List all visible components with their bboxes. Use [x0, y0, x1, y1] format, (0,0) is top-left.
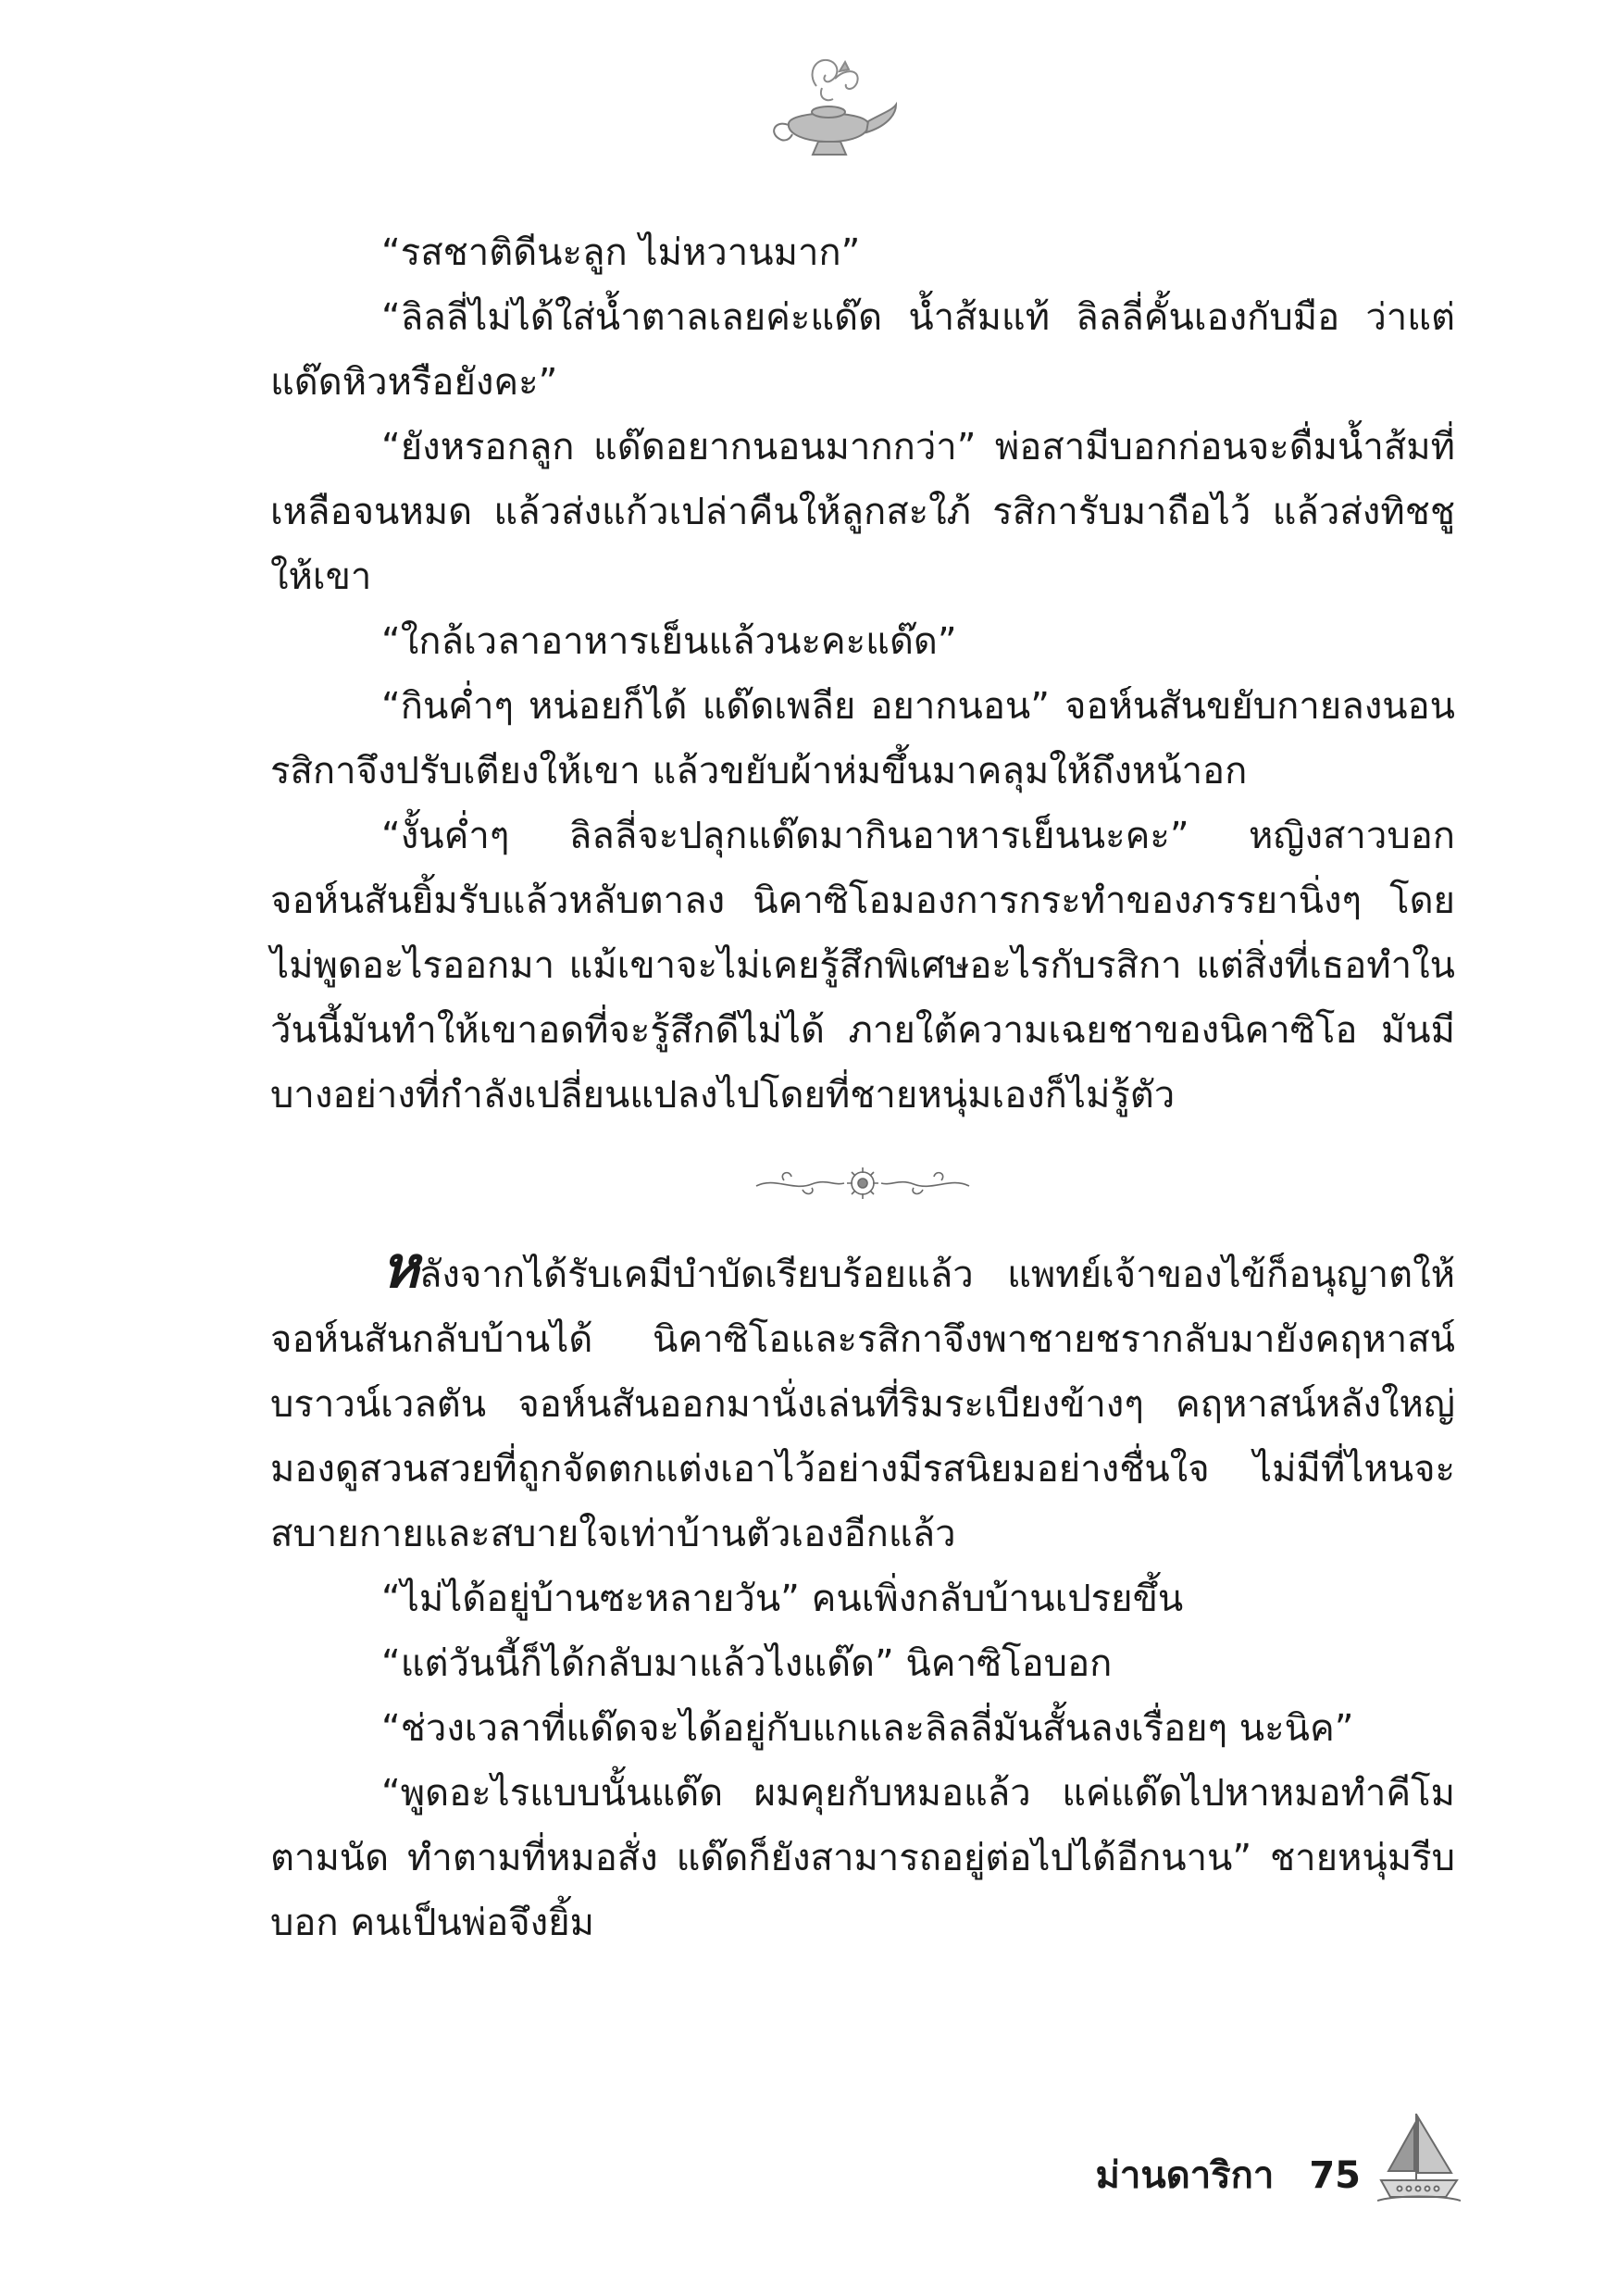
paragraph: “ใกล้เวลาอาหารเย็นแล้วนะคะแด๊ด” [381, 620, 957, 663]
genie-lamp-icon [761, 51, 900, 167]
paragraph: “แต่วันนี้ก็ได้กลับมาแล้วไงแด๊ด” นิคาซิโอบอก [381, 1642, 1113, 1685]
paragraph: “ช่วงเวลาที่แด๊ดจะได้อยู่กับแกและลิลลี่มันสั้นลงเรื่อยๆ นะนิค” [381, 1707, 1354, 1750]
book-title: ม่านดาริกา [1095, 2154, 1275, 2197]
dropcap-paragraph [270, 1233, 1455, 1566]
floral-divider-icon [747, 1160, 978, 1206]
dropcap-letter: ห [381, 1233, 419, 1301]
page-footer [1096, 2102, 1461, 2203]
paragraph: “พูดอะไรแบบนั้นแด๊ด ผมคุยกับหมอแล้ว แค่แด๊ดไปหาหมอทำคีโมตามนัด ทำตามที่หมอสั่ง แด๊ดก็ยังสามารถอยู่ต่อไปได้อีกนาน” ชายหนุ่มรีบบอก คนเป็นพ่อจึงยิ้ม [270, 1772, 1455, 1944]
paragraph: “รสชาติดีนะลูก ไม่หวานมาก” [381, 231, 861, 274]
paragraph: “ลิลลี่ไม่ได้ใส่น้ำตาลเลยค่ะแด๊ด น้ำส้มแท้ ลิลลี่คั้นเองกับมือ ว่าแต่แด๊ดหิวหรือยังคะ” [270, 296, 1455, 404]
paragraph: “งั้นค่ำๆ ลิลลี่จะปลุกแด๊ดมากินอาหารเย็นนะคะ” หญิงสาวบอก จอห์นสันยิ้มรับแล้วหลับตาลง นิคาซิโอมองการกระทำของภรรยานิ่งๆ โดยไม่พูดอะไรออกมา แม้เขาจะไม่เคยรู้สึกพิเศษอะไรกับรสิกา แต่สิ่งที่เธอทำในวันนี้มันทำให้เขาอดที่จะรู้สึกดีไม่ได้ ภายใต้ความเฉยชาของนิคาซิโอ มันมีบางอย่างที่กำลังเปลี่ยนแปลงไปโดยที่ชายหนุ่มเองก็ไม่รู้ตัว [270, 815, 1455, 1117]
paragraph: “ยังหรอกลูก แด๊ดอยากนอนมากกว่า” พ่อสามีบอกก่อนจะดื่มน้ำส้มที่เหลือจนหมด แล้วส่งแก้วเปล่าคืนให้ลูกสะใภ้ รสิการับมาถือไว้ แล้วส่งทิชชูให้เขา [270, 426, 1455, 598]
section-divider [270, 1128, 1455, 1239]
sailboat-icon [1377, 2106, 1461, 2203]
page-number: 75 [1309, 2154, 1361, 2197]
paragraph: “ไม่ได้อยู่บ้านซะหลายวัน” คนเพิ่งกลับบ้านเปรยขึ้น [381, 1578, 1184, 1620]
dropcap-paragraph-text: ลังจากได้รับเคมีบำบัดเรียบร้อยแล้ว แพทย์เจ้าของไข้ก็อนุญาตให้จอห์นสันกลับบ้านได้ นิคาซิโอและรสิกาจึงพาชายชรากลับมายังคฤหาสน์บราวน์เวลตัน จอห์นสันออกมานั่งเล่นที่ริมระเบียงข้างๆ คฤหาสน์หลังใหญ่มองดูสวนสวยที่ถูกจัดตกแต่งเอาไว้อย่างมีรสนิยมอย่างชื่นใจ ไม่มีที่ไหนจะสบายกายและสบายใจเท่าบ้านตัวเองอีกแล้ว [270, 1254, 1455, 1555]
paragraph: “กินค่ำๆ หน่อยก็ได้ แด๊ดเพลีย อยากนอน” จอห์นสันขยับกายลงนอน รสิกาจึงปรับเตียงให้เขา แล้วขยับผ้าห่มขึ้นมาคลุมให้ถึงหน้าอก [270, 685, 1455, 792]
body-text [270, 220, 1455, 1955]
